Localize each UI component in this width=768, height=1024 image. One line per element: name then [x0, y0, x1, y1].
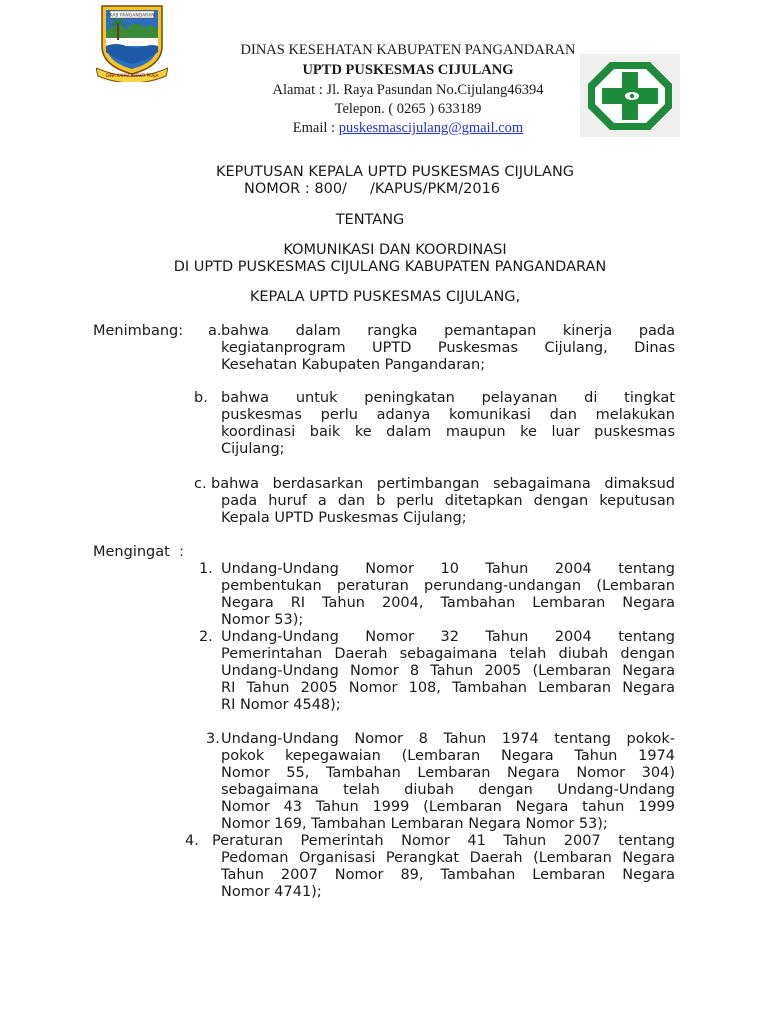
mengingat-1-marker: 1.: [199, 561, 213, 577]
kabupaten-pangandaran-crest-icon: [96, 2, 168, 82]
email-link[interactable]: puskesmascijulang@gmail.com: [338, 120, 524, 136]
mengingat-4-text: Peraturan Pemerintah Nomor 41 Tahun 2007 tentang Pedoman Organisasi Perangkat Daerah (Lembaran Negara Tahun 2007 Nomor 89, Tambahan Lembaran Negara Nomor 4741);: [212, 833, 675, 900]
menimbang-b-text: bahwa untuk peningkatan pelayanan di tingkat puskesmas perlu adanya komunikasi dan melakukan koordinasi baik ke dalam maupun ke luar puskesmas Cijulang;: [221, 390, 675, 457]
email-label: Email :: [292, 120, 339, 136]
header-phone: Telepon. ( 0265 ) 633189: [334, 101, 482, 117]
mengingat-2-marker: 2.: [199, 629, 213, 645]
mengingat-4-marker: 4.: [185, 833, 199, 849]
header-address: Alamat : Jl. Raya Pasundan No.Cijulang46394: [272, 82, 544, 98]
decree-title: KEPUTUSAN KEPALA UPTD PUSKESMAS CIJULANG: [215, 164, 575, 180]
mengingat-1-text: Undang-Undang Nomor 10 Tahun 2004 tentang pembentukan peraturan perundang-undangan (Lembaran Negara RI Tahun 2004, Tambahan Lembaran Negara Nomor 53);: [221, 561, 675, 628]
menimbang-c-text: bahwa berdasarkan pertimbangan sebagaimana dimaksud pada huruf a dan b perlu ditetapkan dengan keputusan Kepala UPTD Puskesmas Cijulang;: [211, 476, 675, 526]
mengingat-3-marker: 3.: [206, 731, 220, 747]
decree-subject-1: KOMUNIKASI DAN KOORDINASI: [283, 242, 507, 258]
svg-text:KAB PANGANDARAN: KAB PANGANDARAN: [109, 13, 155, 19]
decree-tentang: TENTANG: [335, 212, 405, 228]
decree-number: NOMOR : 800/ /KAPUS/PKM/2016: [244, 181, 501, 197]
header-unit: UPTD PUSKESMAS CIJULANG: [302, 62, 514, 78]
header-email-line: [220, 120, 596, 137]
menimbang-label: Menimbang:: [93, 323, 184, 339]
mengingat-label: Mengingat :: [93, 544, 184, 560]
decree-head: KEPALA UPTD PUSKESMAS CIJULANG,: [249, 289, 521, 305]
menimbang-b-marker: b.: [194, 390, 208, 406]
menimbang-a-marker: a.: [208, 323, 222, 339]
menimbang-c-marker: c.: [194, 476, 207, 492]
mengingat-3-text: Undang-Undang Nomor 8 Tahun 1974 tentang pokok- pokok kepegawaian (Lembaran Negara Tahun 1974 Nomor 55, Tambahan Lembaran Negara Nomor 304) sebagaimana telah diubah dengan Undang-Undang Nomor 43 Tahun 1999 (Lembaran Negara tahun 1999 Nomor 169, Tambahan Lembaran Negara Nomor 53);: [221, 731, 675, 832]
decree-subject-2: DI UPTD PUSKESMAS CIJULANG KABUPATEN PANGANDARAN: [173, 259, 607, 275]
mengingat-2-text: Undang-Undang Nomor 32 Tahun 2004 tentang Pemerintahan Daerah sebagaimana telah diubah dengan Undang-Undang Nomor 8 Tahun 2005 (Lembaran Negara RI Tahun 2005 Nomor 108, Tambahan Lembaran Negara RI Nomor 4548);: [221, 629, 675, 713]
menimbang-a-text: bahwa dalam rangka pemantapan kinerja pada kegiatanprogram UPTD Puskesmas Cijulang, Dinas Kesehatan Kabupaten Pangandaran;: [221, 323, 675, 373]
svg-text:DINA KARYA BHAKTI PRAJA: DINA KARYA BHAKTI PRAJA: [105, 73, 159, 78]
puskesmas-green-cross-icon: [580, 54, 680, 137]
header-agency: DINAS KESEHATAN KABUPATEN PANGANDARAN: [240, 42, 576, 58]
